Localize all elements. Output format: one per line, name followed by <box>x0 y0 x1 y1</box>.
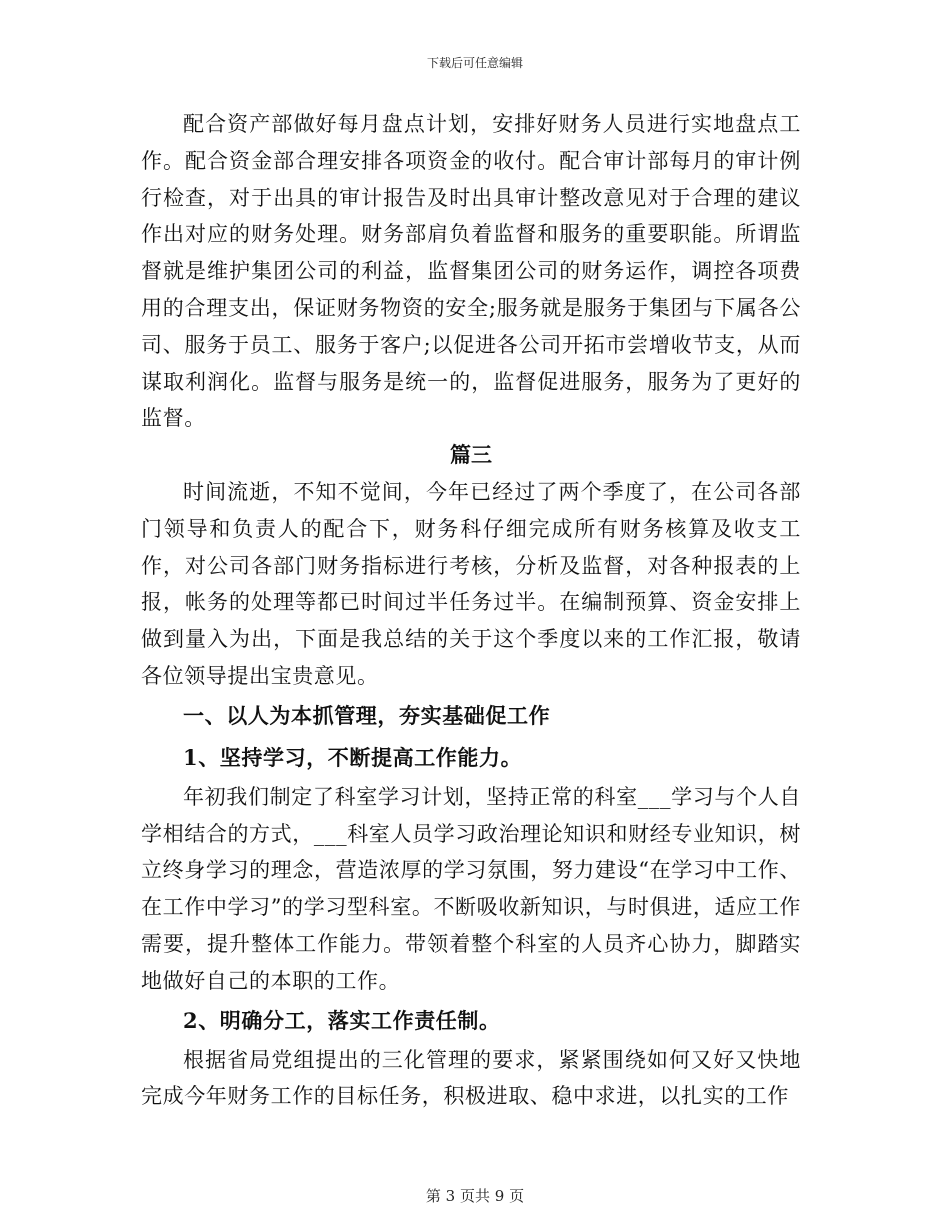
section-title-part-three: 篇三 <box>450 442 492 468</box>
page-footer: 第 3 页共 9 页 <box>425 1187 525 1205</box>
page-header: 下载后可任意编辑 <box>426 56 523 70</box>
heading-keep-learning: 1、坚持学习，不断提高工作能力。 <box>183 744 523 770</box>
paragraph-three-management: 根据省局党组提出的三化管理的要求，紧紧围绕如何又好又快地完成今年财务工作的目标任务，积极进取、稳中求进，以扎实的工作 <box>141 1047 801 1109</box>
paragraph-asset-audit: 配合资产部做好每月盘点计划，安排好财务人员进行实地盘点工作。配合资金部合理安排各项资金的收付。配合审计部每月的审计例行检查，对于出具的审计报告及时出具审计整改意见对于合理的建议作出对应的财务处理。财务部肩负着监督和服务的重要职能。所谓监督就是维护集团公司的利益，监督集团公司的财务运作，调控各项费用的合理支出，保证财务物资的安全;服务就是服务于集团与下属各公司、服务于员工、服务于客户;以促进各公司开拓市尝增收节支，从而谋取利润化。监督与服务是统一的，监督促进服务，服务为了更好的监督。 <box>141 112 801 431</box>
heading-responsibility: 2、明确分工，落实工作责任制。 <box>183 1007 501 1033</box>
paragraph-learning-plan: 年初我们制定了科室学习计划，坚持正常的科室___学习与个人自学相结合的方式，___科室人员学习政治理论知识和财经专业知识，树立终身学习的理念，营造浓厚的学习氛围，努力建设“在学习中工作、在工作中学习”的学习型科室。不断吸收新知识，与时俱进，适应工作需要，提升整体工作能力。带领着整个科室的人员齐心协力，脚踏实地做好自己的本职的工作。 <box>141 784 801 993</box>
paragraph-quarter-summary: 时间流逝，不知不觉间，今年已经过了两个季度了，在公司各部门领导和负责人的配合下，财务科仔细完成所有财务核算及收支工作，对公司各部门财务指标进行考核，分析及监督，对各种报表的上报，帐务的处理等都已时间过半任务过半。在编制预算、资金安排上做到量入为出，下面是我总结的关于这个季度以来的工作汇报，敬请各位领导提出宝贵意见。 <box>141 479 801 688</box>
document-body <box>141 106 801 1115</box>
heading-people-management: 一、以人为本抓管理，夯实基础促工作 <box>183 702 551 728</box>
